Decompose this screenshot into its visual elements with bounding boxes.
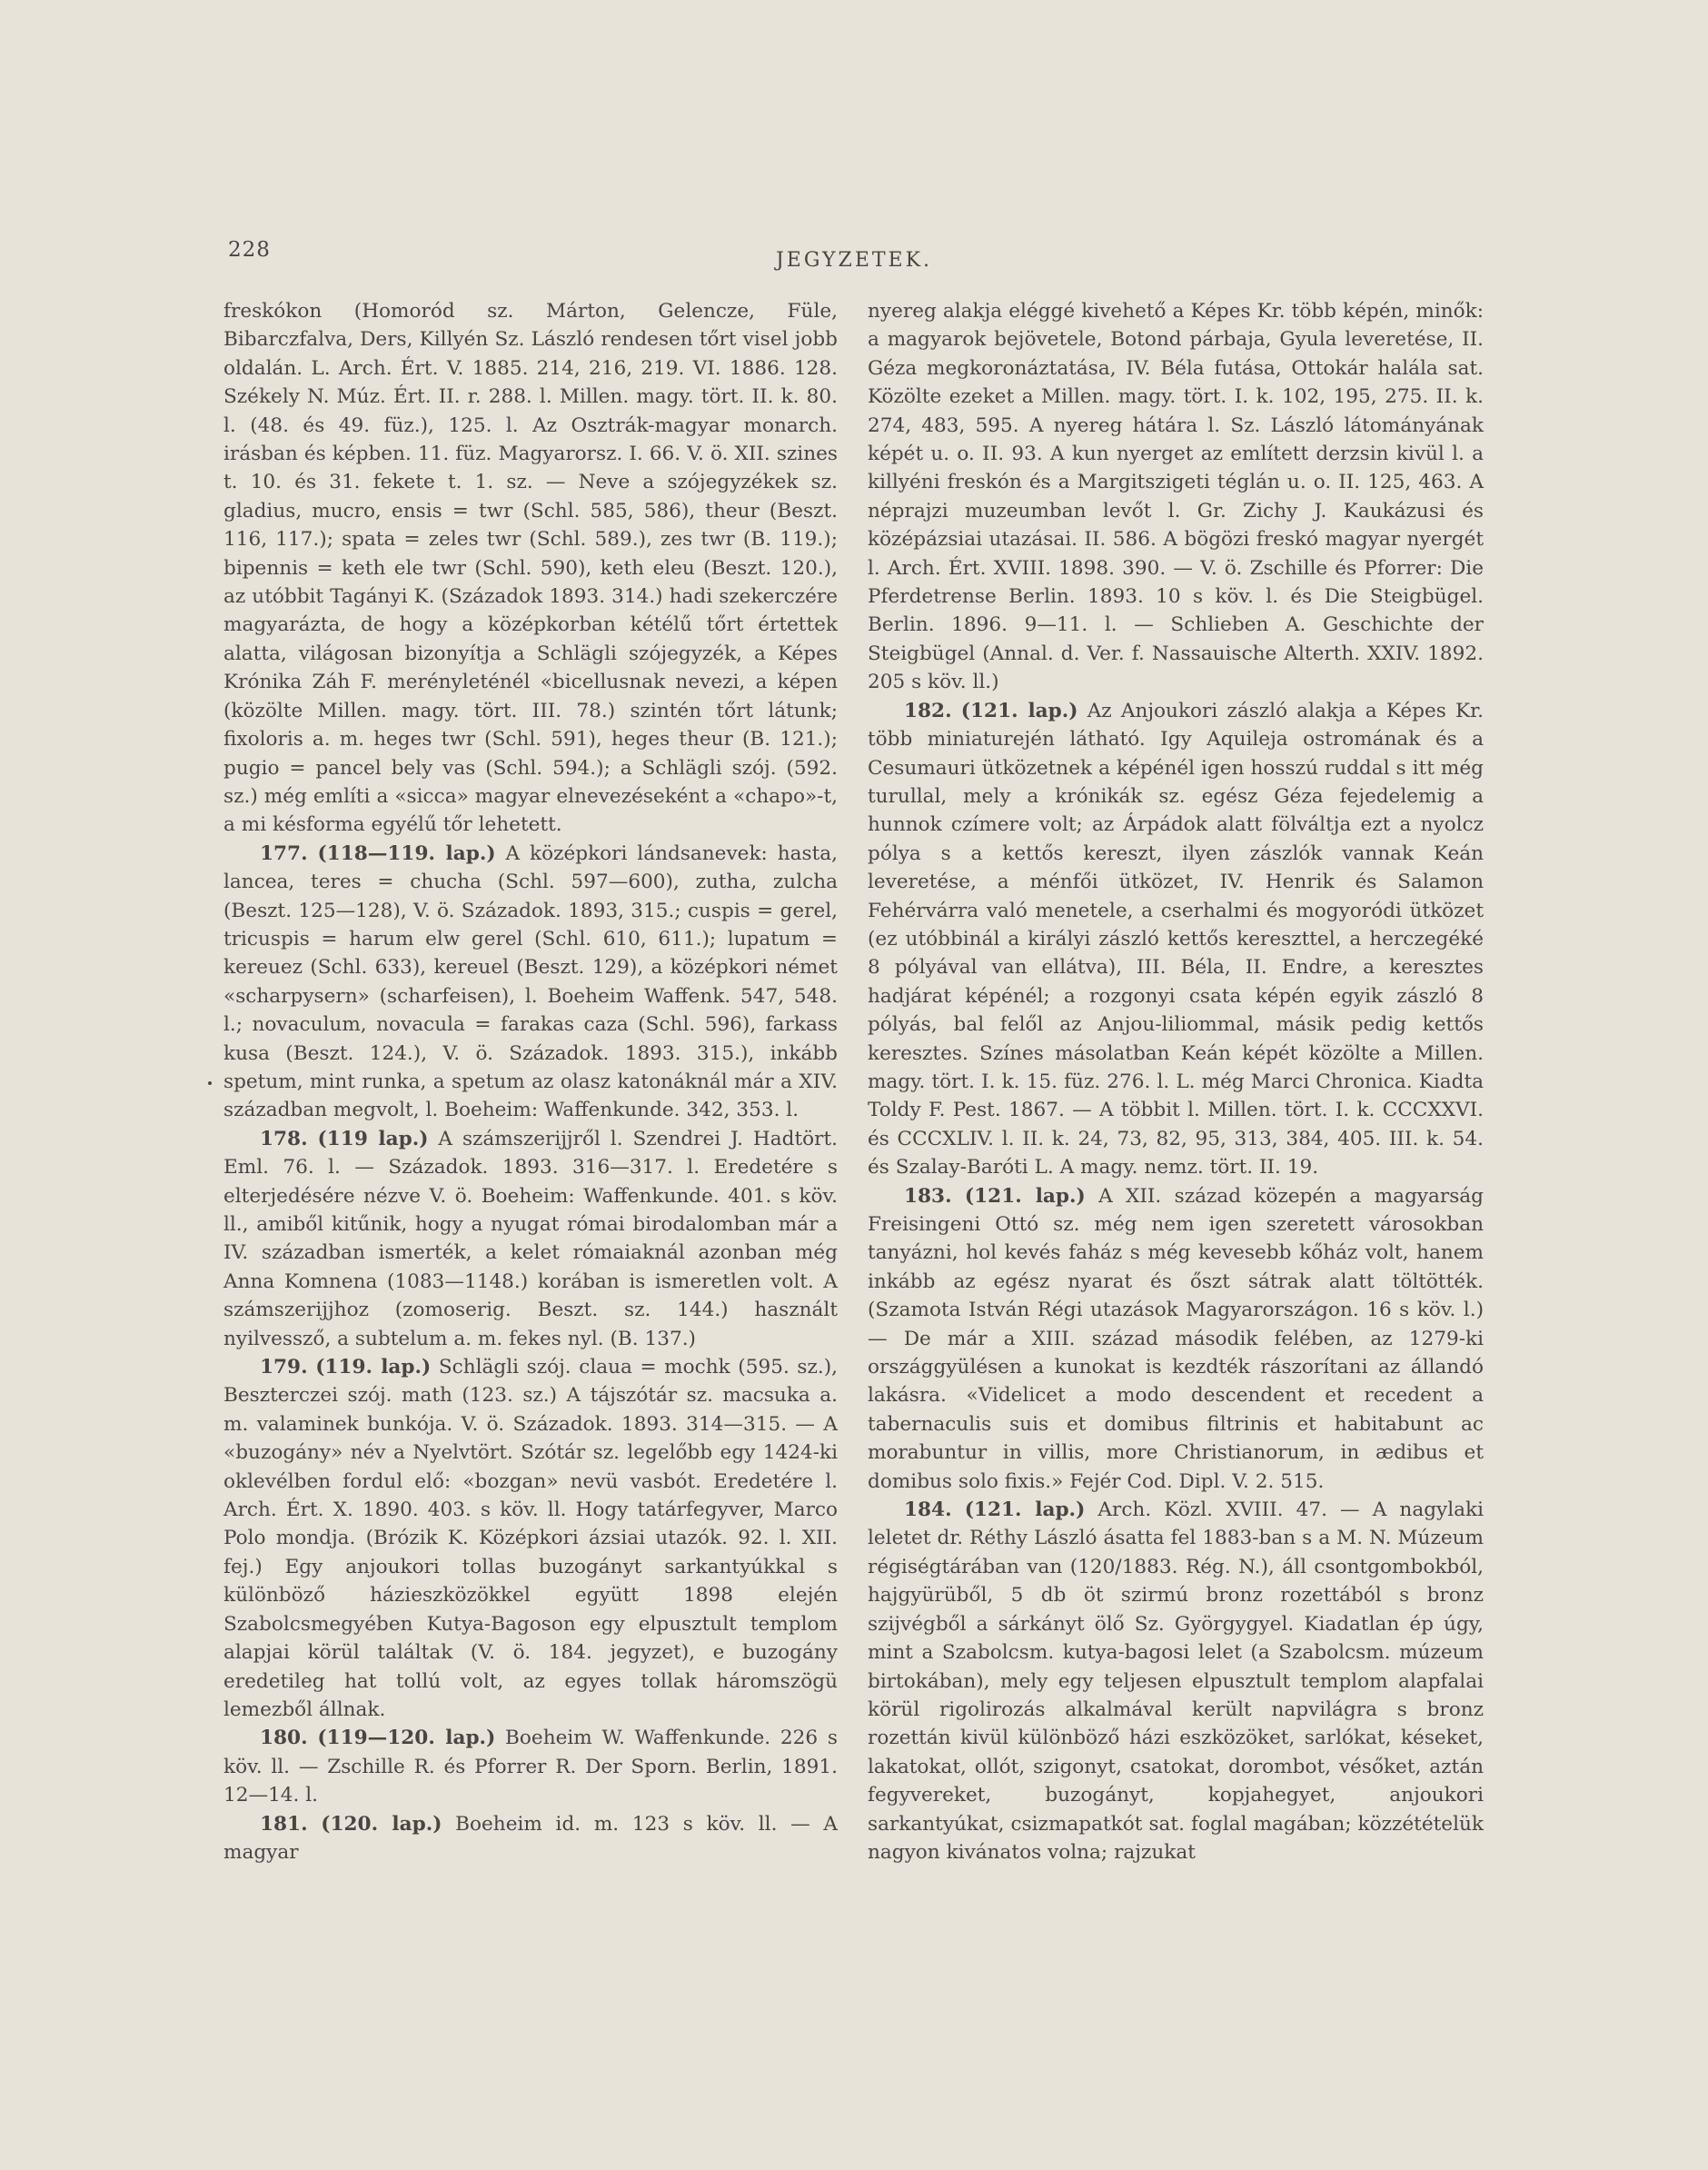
note-paragraph (223, 297, 838, 840)
note-reference: (118—119. lap.) (317, 841, 496, 865)
note-number: 177. (260, 841, 308, 865)
page-number: 228 (228, 238, 271, 262)
note-text: Az Anjoukori zászló alakja a Képes Kr. több miniaturején látható. Igy Aquileja ostromának és a Cesumauri ütközetnek a képénél igen hosszú ruddal s itt még turullal, mely a krónikák sz. egész Géza fejedelemig a hunnok czímere volt; az Árpádok alatt fölváltja ezt a nyolcz pólya s a kettős kereszt, ilyen zászlók vannak Keán leveretése, a ménfői ütközet, IV. Henrik és Salamon Fehérvárra való menetele, a cserhalmi és mogyoródi ütközet (ez utóbbinál a királyi zászló kettős kereszttel, a herczegéké 8 pólyával van ellátva), III. Béla, II. Endre, a keresztes hadjárat képénél; a rozgonyi csata képén egyik zászló 8 pólyás, bal felől az Anjou-liliommal, másik pedig kettős keresztes. Színes másolatban Keán képét közölte a Millen. magy. tört. I. k. 15. füz. 276. l. L. még Marci Chronica. Kiadta Toldy F. Pest. 1867. — A többit l. Millen. tört. I. k. CCCXXVI. és CCCXLIV. l. II. k. 24, 73, 82, 95, 313, 384, 405. III. k. 54. és Szalay-Baróti L. A magy. nemz. tört. II. 19. (868, 699, 1484, 1180)
note-text: Arch. Közl. XVIII. 47. — A nagylaki leletet dr. Réthy László ásatta fel 1883-ban s a M. N. Múzeum régiségtárában van (120/1883. Rég. N.), áll csontgombokból, hajgyürüből, 5 db öt szirmú bronz rozettából s bronz szijvégből a sárkányt ölő Sz. Györgygyel. Kiadatlan ép úgy, mint a Szabolcsm. kutya-bagosi lelet (a Szabolcsm. múzeum birtokában), mely egy teljesen elpusztult templom alapfalai körül rigolirozás alkalmával került napvilágra s bronz rozettán kivül különböző házi eszközöket, sarlókat, késeket, lakatokat, ollót, szigonyt, csatokat, dorombot, vésőket, aztán fegyvereket, buzogányt, kopjahegyet, anjoukori sarkantyúkat, csizmapatkót sat. foglal magában; közzétételük nagyon kivánatos volna; rajzukat (868, 1498, 1484, 1864)
note-text: nyereg alakja eléggé kivehető a Képes Kr. több képén, minők: a magyarok bejövetele, Botond párbaja, Gyula leveretése, II. Géza megkoronáztatása, IV. Béla futása, Ottokár halála sat. Közölte ezeket a Millen. magy. tört. I. k. 102, 195, 275. II. k. 274, 483, 595. A nyereg hátára l. Sz. László látományának képét u. o. II. 93. A kun nyerget az említett derzsin kivül l. a killyéni freskón és a Margitszigeti téglán u. o. II. 125, 463. A néprajzi muzeumban levőt l. Gr. Zichy J. Kaukázusi és középázsiai utazásai. II. 586. A bögözi freskó magyar nyergét l. Arch. Ért. XVIII. 1898. 390. — V. ö. Zschille és Pforrer: Die Pferdetrense Berlin. 1893. 10 s köv. l. és Die Steigbügel. Berlin. 1896. 9—11. l. — Schlieben A. Geschichte der Steigbügel (Annal. d. Ver. f. Nassauische Alterth. XXIV. 1892. 205 s köv. ll.) (868, 300, 1484, 694)
note-paragraph (223, 1810, 838, 1867)
right-column (868, 297, 1484, 1866)
note-number: 181. (260, 1812, 308, 1836)
note-paragraph (868, 1496, 1484, 1866)
note-text: A számszerijjről l. Szendrei J. Hadtört. Eml. 76. l. — Századok. 1893. 316—317. l. Eredetére s elterjedésére nézve V. ö. Boeheim: Waffenkunde. 401. s köv. ll., amiből kitűnik, hogy a nyugat római birodalomban már a IV. században ismerték, a kelet rómaiaknál azonban még Anna Komnena (1083—1148.) korában is ismeretlen volt. A számszerijjhoz (zomoserig. Beszt. sz. 144.) használt nyilvessző, a subtelum a. m. fekes nyl. (B. 137.) (223, 1127, 838, 1350)
margin-mark (208, 1081, 212, 1085)
note-text: A középkori lándsanevek: hasta, lancea, teres = chucha (Schl. 597—600), zutha, zulcha (Beszt. 125—128), V. ö. Századok. 1893, 315.; cuspis = gerel, tricuspis = harum elw gerel (Schl. 610, 611.); lupatum = kereuez (Schl. 633), kereuel (Beszt. 129), a középkori német «scharpysern» (scharfeisen), l. Boeheim Waffenk. 547, 548. l.; novaculum, novacula = farakas caza (Schl. 596), farkass kusa (Beszt. 124.), V. ö. Századok. 1893. 315.), inkább spetum, mint runka, a spetum az olasz katonáknál már a XIV. században megvolt, l. Boeheim: Waffenkunde. 342, 353. l. (223, 841, 838, 1122)
note-reference: (119. lap.) (315, 1356, 432, 1379)
note-paragraph (868, 297, 1484, 697)
note-paragraph (868, 697, 1484, 1182)
note-paragraph (868, 1182, 1484, 1496)
note-paragraph (223, 840, 838, 1125)
note-number: 182. (904, 699, 952, 722)
note-reference: (121. lap.) (960, 699, 1078, 722)
note-reference: (120. lap.) (321, 1812, 442, 1836)
note-paragraph (223, 1125, 838, 1353)
note-text: A XII. század közepén a magyarság Freisingeni Ottó sz. még nem igen szeretett városokban tanyázni, hol kevés faház s még kevesebb kőház volt, hanem inkább az egész nyarat és őszt sátrak alatt töltötték. (Szamota István Régi utazások Magyarországon. 16 s köv. l.) — De már a XIII. század második felében, az 1279-ki országgyülésen a kunokat is kezdték rászorítani az állandó lakásra. «Videlicet a modo descendent et recedent a tabernaculis suis et domibus filtrinis et habitabunt ac morabuntur in villis, more Christianorum, in ædibus et domibus solo fixis.» Fejér Cod. Dipl. V. 2. 515. (868, 1184, 1484, 1493)
note-reference: (119—120. lap.) (317, 1727, 496, 1750)
running-head: JEGYZETEK. (775, 249, 933, 272)
note-number: 183. (904, 1184, 952, 1208)
note-number: 180. (260, 1727, 308, 1750)
note-text: freskókon (Homoród sz. Márton, Gelencze, Füle, Bibarczfalva, Ders, Killyén Sz. László rendesen tőrt visel jobb oldalán. L. Arch. Ért. V. 1885. 214, 216, 219. VI. 1886. 128. Székely N. Múz. Ért. II. r. 288. l. Millen. magy. tört. II. k. 80. l. (48. és 49. füz.), 125. l. Az Osztrák-magyar monarch. irásban és képben. 11. füz. Magyarorsz. I. 66. V. ö. XII. szines t. 10. és 31. fekete t. 1. sz. — Neve a szójegyzékek sz. gladius, mucro, ensis = twr (Schl. 585, 586), theur (Beszt. 116, 117.); spata = zeles twr (Schl. 589.), zes twr (B. 119.); bipennis = keth ele twr (Schl. 590), keth eleu (Beszt. 120.), az utóbbit Tagányi K. (Századok 1893. 314.) hadi szekerczére magyarázta, de hogy a középkorban kétélű tőrt értettek alatta, világosan bizonyítja a Schlägli szójegyzék, a Képes Krónika Záh F. merényleténél «bicellusnak nevezi, a képen (közölte Millen. magy. tört. III. 78.) szintén tőrt látunk; fixoloris a. m. heges twr (Schl. 591), heges theur (B. 121.); pugio = pancel bely vas (Schl. 594.); a Schlägli szój. (592. sz.) még említi a «sicca» magyar elnevezéseként a «chapo»-t, a mi késforma egyélű tőr lehetett. (223, 300, 838, 837)
note-number: 184. (904, 1498, 952, 1522)
note-reference: (121. lap.) (964, 1184, 1086, 1208)
note-text: Boeheim W. Waffenkunde. 226 s köv. ll. — Zschille R. és Pforrer R. Der Sporn. Berlin, 1891. 12—14. l. (223, 1727, 838, 1807)
note-text: Boeheim id. m. 123 s köv. ll. — A magyar (223, 1812, 839, 1864)
note-reference: (119 lap.) (317, 1127, 429, 1150)
note-paragraph (223, 1353, 838, 1724)
left-column (223, 297, 838, 1866)
note-text: Schlägli szój. claua = mochk (595. sz.), Beszterczei szój. math (123. sz.) A tájszótár sz. macsuka a. m. valaminek bunkója. V. ö. Századok. 1893. 314—315. — A «buzogány» név a Nyelvtört. Szótár sz. legelőbb egy 1424-ki oklevélben fordul elő: «bozgan» nevü vasbót. Eredetére l. Arch. Ért. X. 1890. 403. s köv. ll. Hogy tatárfegyver, Marco Polo mondja. (Brózik K. Középkori ázsiai utazók. 92. l. XII. fej.) Egy anjoukori tollas buzogányt sarkantyúkkal s különböző háziеszközökkel együtt 1898 elején Szabolcsmegyében Kutya-Bagoson egy elpusztult templom alapjai körül találtak (V. ö. 184. jegyzet), e buzogány eredetileg hat tollú volt, az egyes tollak háromszögü lemezből állnak. (223, 1356, 838, 1721)
note-reference: (121. lap.) (964, 1498, 1086, 1522)
note-number: 179. (260, 1356, 308, 1379)
note-paragraph (223, 1724, 838, 1809)
note-number: 178. (260, 1127, 308, 1150)
